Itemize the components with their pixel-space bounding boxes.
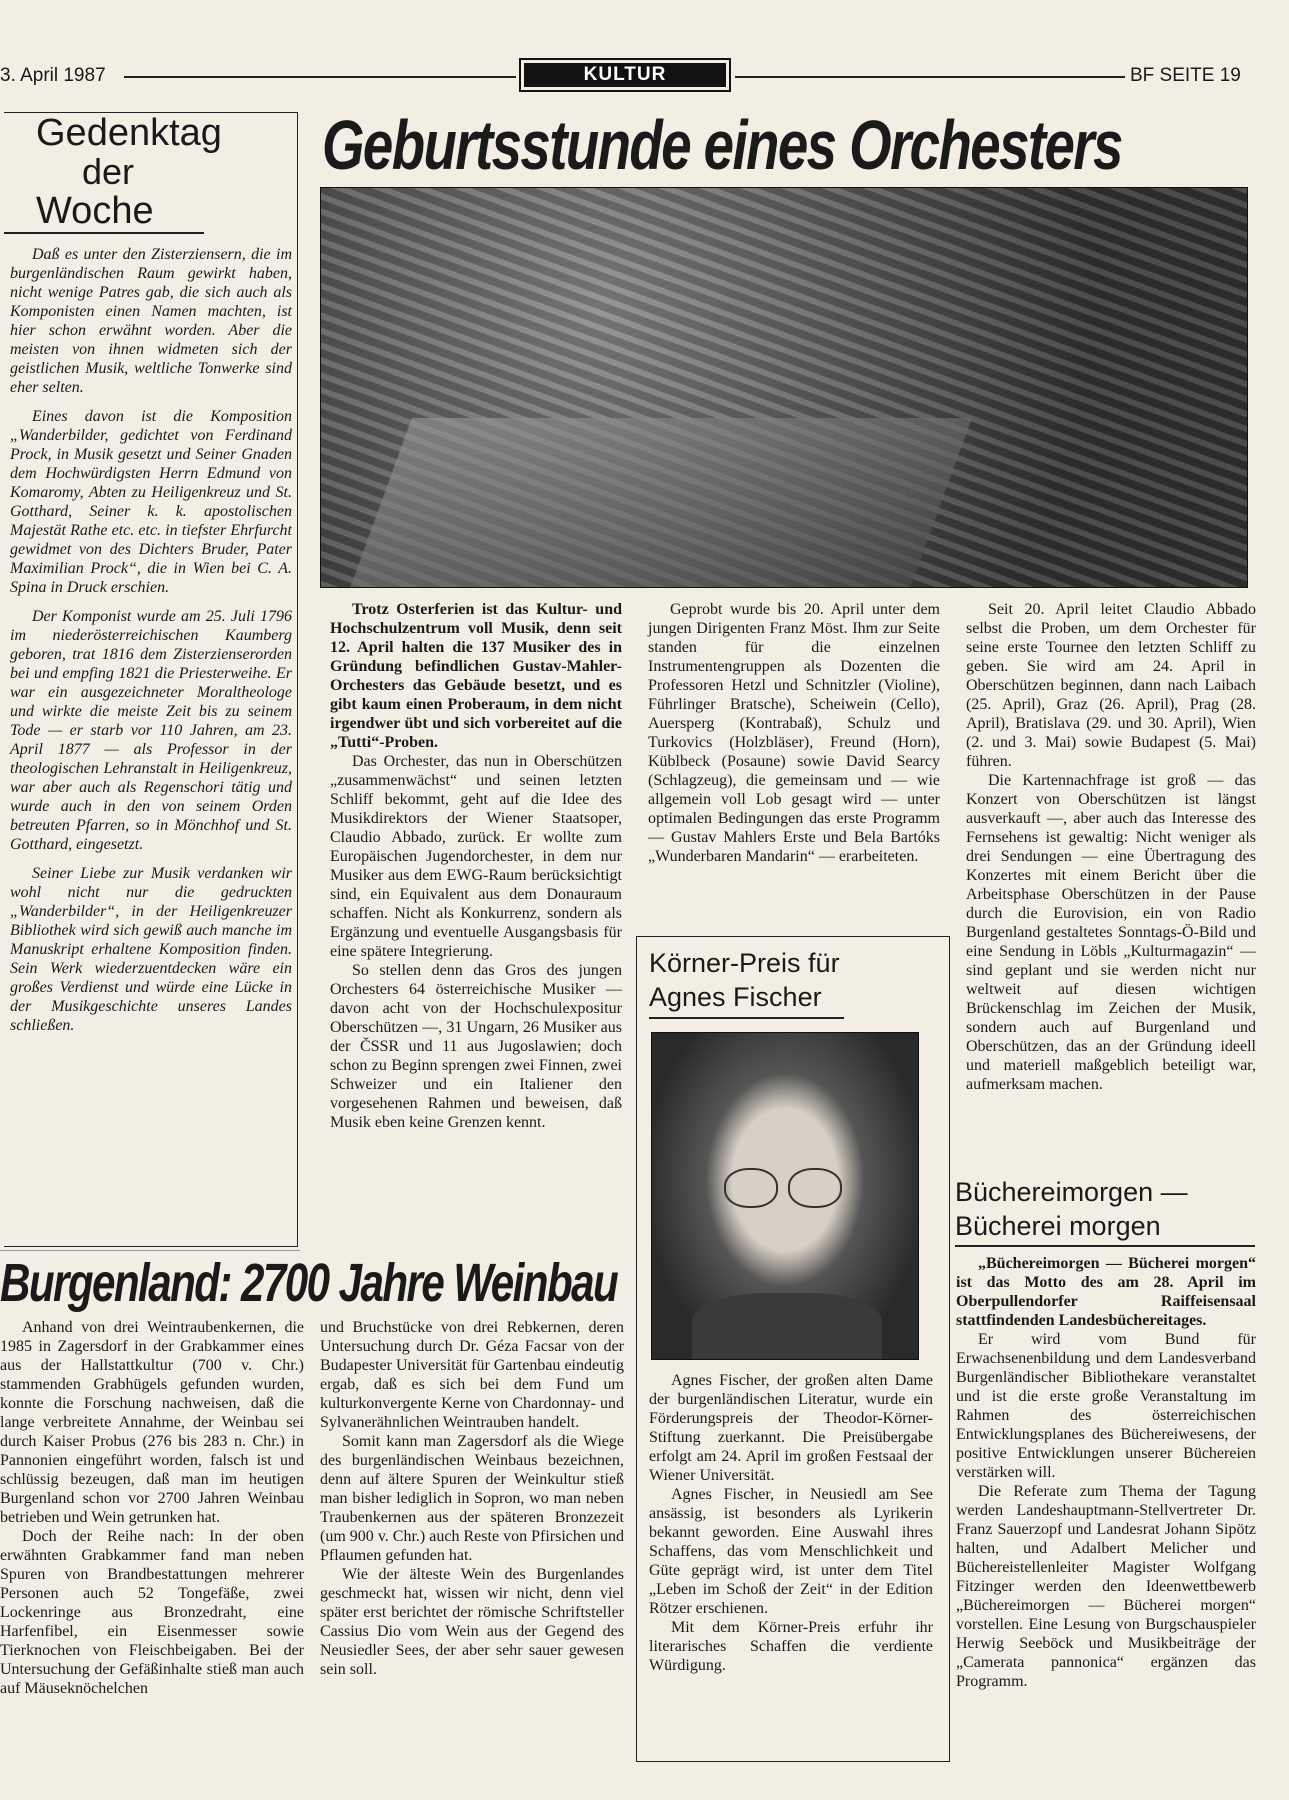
gedenktag-title: Gedenktag [36, 112, 222, 154]
paragraph: Mit dem Körner-Preis erfuhr ihr literarisches Schaffen die verdiente Würdigung. [649, 1619, 933, 1674]
koerner-headline: Körner-Preis für [649, 948, 840, 978]
agnes-fischer-portrait [651, 1032, 919, 1360]
glasses-icon [724, 1168, 778, 1208]
paragraph: Daß es unter den Zisterziensern, die im burgenländischen Raum gewirkt haben, nicht wenige Patres gab, die sich auch als Komponisten einen Namen machten, ist hier schon erwähnt worden. Aber die meisten von ihnen widmeten sich der geistlichen Musik, weltliche Tonwerke sind eher selten. [10, 246, 292, 396]
buecherei-rule [955, 1245, 1255, 1247]
paragraph: Agnes Fischer, in Neusiedl am See ansässig, ist besonders als Lyrikerin bekannt geworden. Eine Auswahl ihres Schaffens, das vom Menschlichkeit und Güte geprägt wird, ist unter dem Titel „Leben im Schoß der Zeit“ in der Edition Rötzer erschienen. [649, 1486, 933, 1617]
paragraph: Anhand von drei Weintraubenkernen, die 1985 in Zagersdorf in der Grabkammer eines aus der Hallstattkultur (700 v. Chr.) stammenden Grabhügels gefunden wurden, konnte die Forschung nachweisen, daß die lange verbreitete Annahme, der Weinbau sei durch Kaiser Probus (276 bis 283 n. Chr.) in Pannonien eingeführt worden, falsch ist und schlüssig bezeugen, daß man im heutigen Burgenland schon vor 2700 Jahren Weinbau betrieben und Wein getrunken hat. [0, 1319, 304, 1526]
paragraph: Eines davon ist die Komposition „Wanderbilder, gedichtet von Ferdinand Prock, in Musik gesetzt und Seiner Gnaden dem Hochwürdigsten Herrn Edmund von Komaromy, Abten zu Heiligenkreuz und St. Gotthard, Seiner k. k. apostolischen Majestät Rathe etc. etc. in tiefster Ehrfurcht gewidmet von des Dichters Bruder, Pater Maximilian Prock“, die in Wien bei C. A. Spina in Druck erschien. [10, 408, 292, 596]
paragraph: Die Referate zum Thema der Tagung werden Landeshauptmann-Stellvertreter Dr. Franz Sauerzopf und Landesrat Johann Sipötz halten, und Adalbert Melicher und Büchereistellenleiter Magister Wolfgang Fitzinger werden den Ideenwettbewerb „Büchereimorgen — Bücherei morgen“ vorstellen. Eine Lesung von Burgschauspieler Herwig Seeböck und Musikbeiträge der „Camerata pannonica“ ergänzen das Programm. [956, 1483, 1256, 1690]
buecherei-headline-2: Bücherei morgen [955, 1211, 1161, 1241]
koerner-text [649, 1371, 933, 1675]
koerner-box [636, 936, 950, 1762]
koerner-headline-2: Agnes Fischer [649, 982, 822, 1012]
divider [0, 1250, 300, 1251]
buecherei-headline: Büchereimorgen — [955, 1177, 1188, 1207]
paragraph: Somit kann man Zagersdorf als die Wiege des burgenländischen Weinbaus bezeichnen, denn auf ältere Spuren der Weinkultur stieß man bisher lediglich in Sopron, wo man neben Traubenkernen aus der späteren Bronzezeit (um 900 v. Chr.) auch Reste von Pfirsichen und Pflaumen gefunden hat. [320, 1433, 624, 1564]
lead-paragraph: Trotz Osterferien ist das Kultur- und Hochschulzentrum voll Musik, denn seit 12. April halten die 137 Musiker des in Gründung befindlichen Gustav-Mahler-Orchesters das Gebäude besetzt, und es gibt kaum einen Proberaum, in dem nicht irgendwer übt und sich vorbereitet auf die „Tutti“-Proben. [330, 601, 622, 751]
orchester-column-3 [966, 600, 1256, 1094]
section-label [519, 58, 731, 92]
gedenktag-title-3: Woche [36, 190, 154, 232]
koerner-rule [649, 1017, 844, 1019]
section-label-text: KULTUR [524, 63, 726, 87]
paragraph: Das Orchester, das nun in Oberschützen „zusammenwächst“ und seinen letzten Schliff bekommt, geht auf die Idee des Musikdirektors der Wiener Staatsoper, Claudio Abbado, zurück. Er wollte zum Europäischen Jugendorchester, in dem nur Musiker aus dem EWG-Raum berücksichtigt sind, ein Equivalent aus dem Donauraum schaffen. Nicht als Konkurrenz, sondern als Ergänzung und eventuelle Ausgangsbasis für eine spätere Integrierung. [330, 753, 622, 960]
gedenktag-text [10, 245, 292, 1035]
paragraph: Seit 20. April leitet Claudio Abbado selbst die Proben, um dem Orchester für seine erste Tournee den letzten Schliff zu geben. Sie wird am 24. April in Oberschützen beginnen, dann nach Laibach (25. April), Graz (26. April), Prag (28. April), Bratislava (29. und 30. April), Wien (2. und 3. Mai) sowie Budapest (5. Mai) führen. [966, 601, 1256, 770]
paragraph: Er wird vom Bund für Erwachsenenbildung und dem Landesverband Burgenländischer Bibliothekare veranstaltet und ist die erste große Veranstaltung im Rahmen des österreichischen Entwicklungsplanes des Büchereiwesens, der positive Entwicklungen unserer Büchereien verstärken will. [956, 1331, 1256, 1481]
page-number: BF SEITE 19 [1130, 65, 1241, 86]
orchestra-photo [320, 187, 1248, 588]
issue-date: 3. April 1987 [0, 65, 106, 86]
paragraph: Seiner Liebe zur Musik verdanken wir wohl nicht nur die gedruckten „Wanderbilder“, in der Heiligenkreuzer Bibliothek wird sich gewiß auch manche im Manuskript erhaltene Komposition finden. Sein Werk wiederzuentdecken wäre ein großes Verdienst und würde eine Lücke in der Musikgeschichte unseres Landes schließen. [10, 865, 292, 1034]
gedenktag-box [4, 112, 298, 1247]
paragraph: Der Komponist wurde am 25. Juli 1796 im niederösterreichischen Kaumberg geboren, trat 1816 dem Zisterzienserorden bei und empfing 1821 die Priesterweihe. Er war ein ausgezeichneter Moraltheologe und wirkte die meiste Zeit bis zu seinem Tode — er starb vor 110 Jahren, am 23. April 1877 — als Professor in der theologischen Lehranstalt in Heiligenkreuz, war aber auch als Regenschori tätig und wurde auch in den von seinem Orden betreuten Pfarren, so in Mönchhof und St. Gotthard, eingesetzt. [10, 608, 292, 853]
paragraph: Doch der Reihe nach: In der oben erwähnten Grabkammer fand man neben Spuren von Brandbestattungen mehrerer Personen auch 52 Tongefäße, zwei Lockenringe aus Bronzedraht, eine Harfenfibel, ein Eisenmesser sowie Tierknochen von Fleischbeigaben. Bei der Untersuchung der Gefäßinhalte stieß man auch auf Mäuseknöchelchen [0, 1528, 304, 1697]
glasses-lens [788, 1168, 842, 1208]
paragraph: und Bruchstücke von drei Rebkernen, deren Untersuchung durch Dr. Géza Facsar von der Budapester Universität für Gartenbau eindeutig ergab, daß es sich bei dem Fund um kulturkonvergente Kerne von Chardonnay- und Sylvanerähnlichen Weintrauben handelt. [320, 1319, 624, 1431]
weinbau-column-1 [0, 1318, 304, 1698]
headline-orchester: Geburtsstunde eines Orchesters [322, 106, 1122, 184]
orchester-column-2 [648, 600, 940, 866]
portrait-shoulders [692, 1293, 882, 1360]
buecherei-text [956, 1254, 1256, 1691]
weinbau-column-2 [320, 1318, 624, 1679]
paragraph: So stellen denn das Gros des jungen Orchesters 64 österreichische Musiker — davon acht von der Hochschulexpositur Oberschützen —, 31 Ungarn, 26 Musiker aus der ČSSR und 11 aus Jugoslawien; doch schon zu Beginn sprengen zwei Finnen, zwei Schweizer und ein Italiener den vorgesehenen Rahmen und beweisen, daß Musik eben keine Grenzen kennt. [330, 962, 622, 1131]
paragraph: Wie der älteste Wein des Burgenlandes geschmeckt hat, wissen wir nicht, denn viel später erst berichtet der römische Schriftsteller Cassius Dio vom Wein aus der Gegend des Neusiedler Sees, der aber sehr sauer gewesen sein soll. [320, 1566, 624, 1678]
header-rule-right [735, 76, 1125, 78]
paragraph: Die Kartennachfrage ist groß — das Konzert von Oberschützen ist längst ausverkauft —, aber auch das Interesse des Fernsehens ist gewaltig: Nicht weniger als drei Sendungen — eine Übertragung des Konzertes mit einem Bericht über die Arbeitsphase Oberschützen in der Pause durch die Eurovision, ein von Radio Burgenland gestaltetes Sonntags-Ö-Bild und eine Sendung in Löbls „Kulturmagazin“ — sind geplant und sie werden nicht nur weltweit auf diesen wichtigen Brückenschlag im Zeichen der Musik, sondern auch auf Burgenland und Oberschützen, das an der Gründung ideell und materiell maßgeblich beteiligt war, aufmerksam machen. [966, 772, 1256, 1093]
paragraph: Agnes Fischer, der großen alten Dame der burgenländischen Literatur, wurde ein Förderungspreis der Theodor-Körner-Stiftung zuerkannt. Die Preisübergabe erfolgt am 24. April im großen Festsaal der Wiener Universität. [649, 1372, 933, 1484]
gedenktag-title-rule [4, 232, 204, 234]
lead-paragraph: „Büchereimorgen — Bücherei morgen“ ist das Motto des am 28. April im Oberpullendorfer Raiffeisensaal stattfindenden Landesbüchereitages. [956, 1255, 1256, 1329]
stage-floor [350, 418, 972, 588]
paragraph: Geprobt wurde bis 20. April unter dem jungen Dirigenten Franz Möst. Ihm zur Seite standen für die einzelnen Instrumentengruppen als Dozenten die Professoren Hetzl und Schnitzler (Violine), Führlinger Bratsche), Scheiwein (Cello), Auersperg (Kontrabaß), Schulz und Turkovics (Holzbläser), Freund (Horn), Küblbeck (Posaune) sowie David Searcy (Schlagzeug), die gemeinsam und — wie allgemein voll Lob gesagt wird — unter optimalen Bedingungen das erste Programm — Gustav Mahlers Erste und Bela Bartóks „Wunderbaren Mandarin“ — erarbeiteten. [648, 601, 940, 865]
headline-weinbau: Burgenland: 2700 Jahre Weinbau [0, 1253, 618, 1313]
header-rule-left [124, 76, 516, 78]
orchester-column-1 [330, 600, 622, 1132]
gedenktag-title-2: der [82, 151, 135, 192]
